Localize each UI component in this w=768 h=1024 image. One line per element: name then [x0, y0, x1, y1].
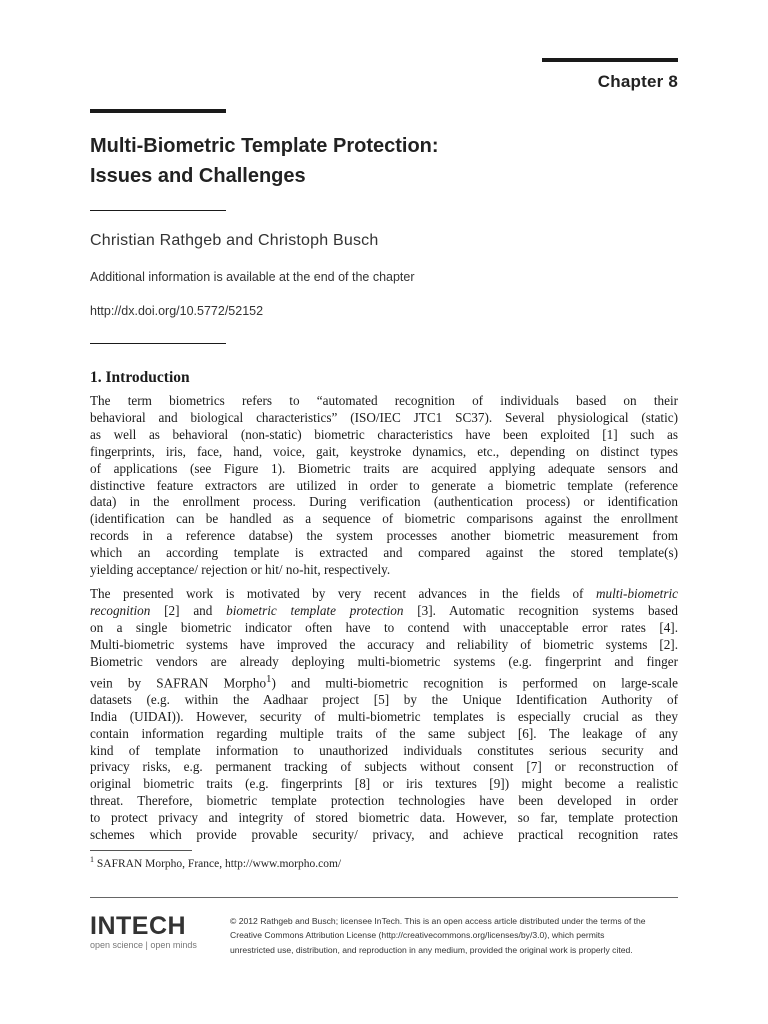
text-line: behavioral and biological characteristics” (ISO/IEC JTC1 SC37). Several physiological (static)	[90, 409, 678, 425]
footnote-rule	[90, 850, 192, 851]
doi-link[interactable]: http://dx.doi.org/10.5772/52152	[90, 304, 264, 318]
text-line: original biometric traits (e.g. fingerprints [8] or iris textures [9]) might become a realistic	[90, 776, 678, 792]
text-run: vein by SAFRAN Morpho	[90, 674, 267, 690]
logo-word: INTECH	[90, 912, 187, 940]
title-rule	[90, 109, 226, 113]
footnote	[90, 855, 341, 870]
license-line: unrestricted use, distribution, and reproduction in any medium, provided the original work is properly cited.	[230, 944, 633, 955]
text-line: fingerprints, iris, face, hand, voice, gait, keystroke dynamics, etc., depending on distinct types	[90, 443, 678, 459]
chapter-rule	[542, 58, 678, 62]
text-line: as well as behavioral (non-static) biometric characteristics have been exploited [1] such as	[90, 426, 678, 442]
footer-rule	[90, 897, 678, 898]
title-line-2: Issues and Challenges	[90, 165, 306, 187]
emphasis: biometric template protection	[226, 602, 404, 618]
section-heading: 1. Introduction	[90, 369, 190, 386]
text-line: to protect privacy and integrity of stored biometric data. However, so far, template protection	[90, 810, 678, 826]
meta-divider	[90, 343, 226, 344]
text-line: yielding acceptance/ rejection or hit/ no-hit, respectively.	[90, 562, 391, 578]
text-run: [2] and	[150, 602, 227, 618]
paragraph-2	[90, 586, 678, 844]
text-line: of applications (see Figure 1). Biometric traits are acquired applying adequate sensors and	[90, 460, 678, 476]
footnote-mark: 1	[90, 855, 94, 864]
paragraph-1	[90, 393, 678, 579]
text-run: The presented work is motivated by very recent advances in the fields of	[90, 586, 596, 601]
text-line	[90, 671, 678, 692]
logo-tagline: open science | open minds	[90, 940, 197, 950]
text-line: records in a reference databse) the system processes another biometric measurement from	[90, 528, 678, 544]
text-run: [3]. Automatic recognition systems based	[403, 602, 678, 618]
text-line	[90, 586, 678, 603]
text-line: Multi-biometric systems have improved the accuracy and reliability of biometric systems [2].	[90, 636, 678, 652]
text-line: schemes which provide provable security/ privacy, and achieve practical recognition rates	[90, 827, 678, 843]
title-line-1: Multi-Biometric Template Protection:	[90, 135, 439, 157]
text-line: which an according template is extracted and compared against the stored template(s)	[90, 545, 678, 561]
text-line: distinctive feature extractors are utilized in order to generate a biometric template (reference	[90, 477, 678, 493]
text-line: (identification can be handled as a sequence of biometric comparisons against the enrollment	[90, 511, 678, 527]
text-line: The term biometrics refers to “automated recognition of individuals based on their	[90, 393, 678, 408]
text-run: ) and multi-biometric recognition is performed on large-scale	[271, 674, 679, 690]
additional-info: Additional information is available at the end of the chapter	[90, 270, 415, 284]
text-line: datasets (e.g. within the Aadhaar project [5] by the Unique Identification Authority of	[90, 691, 678, 707]
text-line: kind of template information to unauthorized individuals constitutes serious security and	[90, 742, 678, 758]
text-line: privacy risks, e.g. permanent tracking of subjects without consent [7] or reconstruction of	[90, 759, 678, 775]
intech-logo	[90, 912, 200, 951]
text-line: on a single biometric indicator often have to contend with unacceptable error rates [4].	[90, 619, 678, 635]
text-line: Biometric vendors are already deploying multi-biometric systems (e.g. fingerprint and finger	[90, 653, 678, 669]
footnote-text: SAFRAN Morpho, France, http://www.morpho.com/	[96, 857, 342, 870]
footnote-ref[interactable]: 1	[266, 672, 272, 685]
title-divider	[90, 210, 226, 211]
emphasis: multi-biometric	[595, 586, 678, 601]
text-line	[90, 603, 678, 620]
text-line: India (UIDAI)). However, security of multi-biometric templates is especially crucial as they	[90, 708, 678, 724]
license-notice	[230, 914, 680, 957]
text-line: threat. Therefore, biometric template protection technologies have been developed in order	[90, 793, 678, 809]
chapter-label: Chapter 8	[597, 72, 678, 91]
license-line: © 2012 Rathgeb and Busch; licensee InTech. This is an open access article distributed under the terms of the	[230, 916, 646, 926]
page-title	[90, 131, 650, 191]
authors: Christian Rathgeb and Christoph Busch	[90, 232, 379, 249]
license-line: Creative Commons Attribution License (http://creativecommons.org/licenses/by/3.0), which permits	[230, 930, 605, 941]
text-line: contain information regarding multiple traits of the same subject [6]. The leakage of any	[90, 725, 678, 741]
text-line: data) in the enrollment process. During verification (authentication process) or identification	[90, 494, 678, 510]
emphasis: recognition	[90, 602, 151, 618]
